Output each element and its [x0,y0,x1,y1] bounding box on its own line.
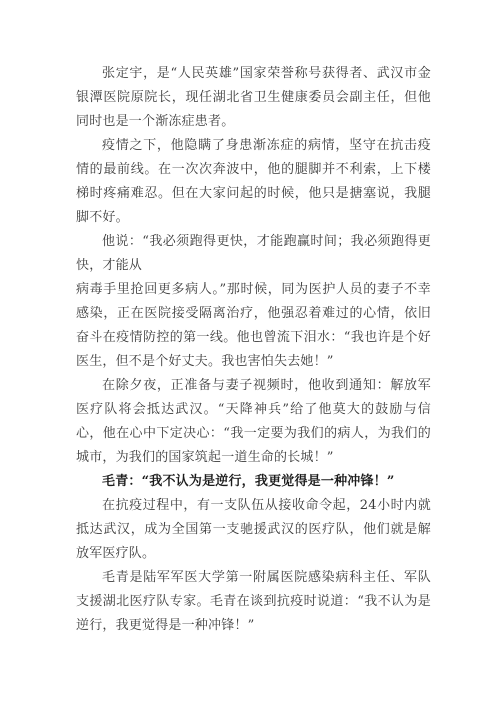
paragraph-run-faster-quote: 他说：“我必须跑得更快，才能跑赢时间；我必须跑得更快，才能从 [76,234,431,273]
paragraph-hidden-illness: 疫情之下，他隐瞒了身患渐冻症的病情，坚守在抗击疫情的最前线。在一次次奔波中，他的腿脚并不利索，上下楼梯时疼痛难忍。但在大家问起的时候，他只是搪塞说，我腿脚不好。 [76,138,431,225]
paragraph-pla-medical-team: 在抗疫过程中，有一支队伍从接收命令起，24小时内就抵达武汉，成为全国第一支驰援武汉的医疗队，他们就是解放军医疗队。 [76,498,431,561]
paragraph-wife-infected: 病毒手里抢回更多病人。”那时候，同为医护人员的妻子不幸感染，正在医院接受隔离治疗，他强忍着难过的心情，依旧奋斗在疫情防控的第一线。他也曾流下泪水：“我也许是个好医生，但不是个好丈夫。我也害怕失去她！” [76,282,431,369]
section-heading-mao-qing: 毛青：“我不认为是逆行，我更觉得是一种冲锋！” [102,474,395,489]
paragraph-mao-qing-quote: 毛青是陆军军医大学第一附属医院感染病科主任、军队支援湖北医疗队专家。毛青在谈到抗疫时说道：“我不认为是逆行，我更觉得是一种冲锋！” [76,570,431,633]
paragraph-zhang-dingyu-intro: 张定宇，是“人民英雄”国家荣誉称号获得者、武汉市金银潭医院原院长，现任湖北省卫生健康委员会副主任，但他同时也是一个渐冻症患者。 [76,66,431,129]
paragraph-new-year-eve: 在除夕夜，正准备与妻子视频时，他收到通知：解放军医疗队将会抵达武汉。“天降神兵”给了他莫大的鼓励与信心，他在心中下定决心：“我一定要为我们的病人，为我们的城市，为我们的国家筑起一道生命的长城！” [76,378,431,465]
document-body [76,62,431,638]
